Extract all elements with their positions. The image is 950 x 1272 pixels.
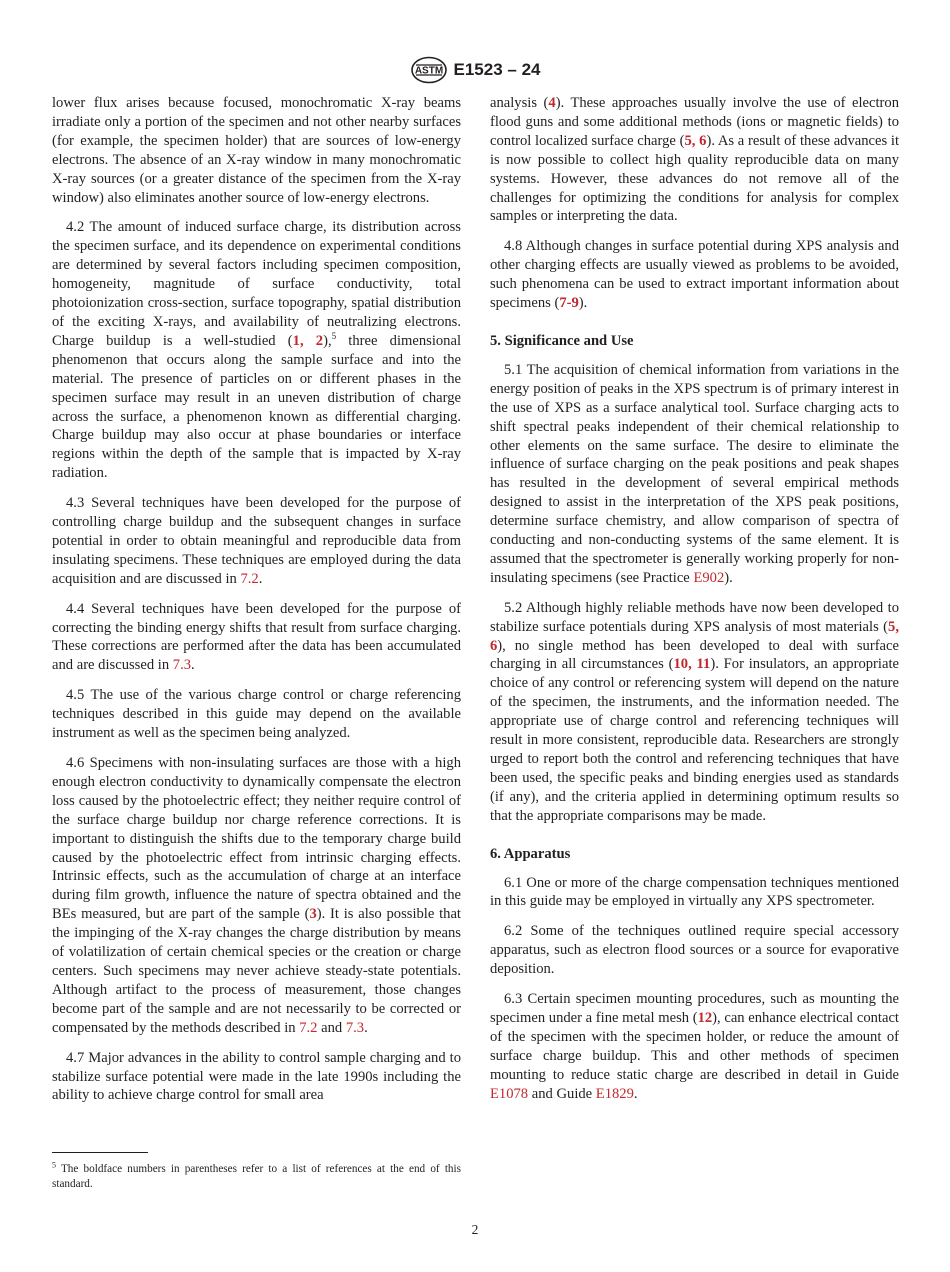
- document-designation: E1523 – 24: [453, 60, 541, 79]
- reference-link[interactable]: 5, 6: [684, 132, 707, 149]
- page-header: [0, 56, 950, 84]
- section-link[interactable]: 7.2: [240, 570, 259, 587]
- paragraph-4-5: 4.5 The use of the various charge control or charge referencing techniques described in this guide may depend on the available instrument as well as the specimen being analyzed.: [52, 687, 461, 742]
- footnote: [52, 1162, 461, 1192]
- paragraph-continuation: lower flux arises because focused, monochromatic X-ray beams irradiate only a portion of the specimen and not other nearby surfaces (for example, the specimen holder) that are sources of low-energy electrons. The absence of an X-ray window in many monochromatic X-ray sources (or a greater distance of the specimen from the X-ray window) also eliminates another source of low-energy electrons.: [52, 95, 461, 206]
- reference-link[interactable]: 4: [548, 95, 556, 111]
- footnote-marker[interactable]: 5: [331, 331, 337, 342]
- standard-link[interactable]: E1829: [595, 1085, 634, 1102]
- paragraph-6-2: 6.2 Some of the techniques outlined require special accessory apparatus, such as electron flood sources or a source for evaporative deposition.: [490, 923, 899, 978]
- page-number: 2: [471, 1222, 479, 1237]
- astm-logo-text: ASTM: [414, 65, 443, 77]
- paragraph-4-3: 4.3 Several techniques have been developed for the purpose of controlling charge buildup and the subsequent changes in surface potential in order to obtain meaningful and reproducible data from insulating specimens. These techniques are employed during the data acquisition and are discussed in 7.2.: [52, 495, 461, 587]
- standard-link[interactable]: E1078: [490, 1085, 529, 1102]
- reference-link[interactable]: 3: [309, 906, 317, 923]
- paragraph-5-1: 5.1 The acquisition of chemical information from variations in the energy position of peaks in the XPS spectrum is of primary interest in the use of XPS as a surface analytical tool. Surface charging acts to shift spectral peaks independent of their chemical relationship to other elements on the same surface. The desire to eliminate the influence of surface charging on the peak positions and peak shapes has resulted in the development of several empirical methods designed to assist in the interpretation of the XPS peak positions, determine surface chemistry, and allow comparison of spectra of conducting and non-conducting systems of the same element. It is assumed that the spectrometer is generally working properly for non-insulating specimens (see Practice E902).: [490, 361, 899, 586]
- section-link[interactable]: 7.3: [345, 1019, 365, 1036]
- paragraph-6-1: 6.1 One or more of the charge compensation techniques mentioned in this guide may be employed in virtually any XPS spectrometer.: [490, 874, 899, 910]
- left-column: [52, 94, 461, 1116]
- standard-link[interactable]: E902: [693, 569, 725, 586]
- section-link[interactable]: 7.3: [172, 657, 192, 674]
- paragraph-6-3: 6.3 Certain specimen mounting procedures, such as mounting the specimen under a fine metal mesh (12), can enhance electrical contact of the specimen with the specimen holder, or reduce the amount of surface charge buildup. This and other methods of specimen mounting to reduce static charge are described in detail in Guide E1078 and Guide E1829.: [490, 991, 899, 1102]
- paragraph-4-7: 4.7 Major advances in the ability to control sample charging and to stabilize surface potential were made in the late 1990s including the ability to achieve charge control for small area: [52, 1049, 461, 1104]
- section-heading-apparatus: 6. Apparatus: [490, 845, 571, 862]
- footnote-divider: [52, 1152, 148, 1153]
- reference-link[interactable]: 12: [697, 1009, 713, 1026]
- paragraph-4-4: 4.4 Several techniques have been developed for the purpose of correcting the binding energy shifts that result from surface charging. These corrections are performed after the data has been accumulated and are discussed in 7.3.: [52, 600, 461, 674]
- section-heading-significance: 5. Significance and Use: [490, 332, 634, 349]
- reference-link[interactable]: 7-9: [559, 295, 579, 312]
- section-link[interactable]: 7.2: [299, 1019, 318, 1036]
- reference-link[interactable]: 5, 6: [490, 618, 899, 654]
- reference-link[interactable]: 10, 11: [673, 656, 711, 673]
- paragraph-continuation: analysis (4). These approaches usually involve the use of electron flood guns and some additional methods (ions or magnetic fields) to control localized surface charge (5, 6). As a result of these advances it is now possible to collect high quality reproducible data on many systems. However, these advances do not remove all of the challenges for optimizing the conditions for analysis for complex samples or interpreting the data.: [490, 95, 900, 225]
- right-column: [490, 94, 899, 1115]
- paragraph-5-2: 5.2 Although highly reliable methods have now been developed to stabilize surface potentials during XPS analysis of most materials (5, 6), no single method has been developed to deal with surface charging in all circumstances (10, 11). For insulators, an appropriate choice of any control or referencing system will depend on the nature of the specimen, the instruments, and the information needed. The appropriate use of charge control and referencing techniques will result in more consistent, reproducible data. Researchers are strongly urged to report both the control and referencing techniques that have been used, the specific peaks and binding energies used as standards (if any), and the criteria applied in determining optimum results so that the appropriate comparisons may be made.: [490, 599, 899, 824]
- footnote-text: The boldface numbers in parentheses refer to a list of references at the end of this standard.: [52, 1163, 461, 1190]
- paragraph-4-8: 4.8 Although changes in surface potential during XPS analysis and other charging effects are usually viewed as problems to be avoided, such phenomena can be used to extract important information about specimens (7-9).: [490, 238, 899, 312]
- astm-logo-icon: [410, 56, 448, 84]
- reference-link[interactable]: 1, 2: [292, 332, 324, 349]
- paragraph-4-6: 4.6 Specimens with non-insulating surfaces are those with a high enough electron conductivity to dynamically compensate the electron loss caused by the photoelectric effect; they neither require control of the surface charge buildup nor charge reference corrections. It is important to distinguish the shifts due to the temporary charge build caused by the photoelectric effect from intrinsic charging effects. Intrinsic effects, such as the accumulation of charge at an interface during film growth, influence the nature of spectra obtained and the BEs measured, but are part of the sample (3). It is also possible that the impinging of the X-ray changes the charge distribution by means of volatilization of certain chemical species or the creation or charge centers. Such specimens may never achieve steady-state potentials. Although artifact to the process of measurement, those changes become part of the sample and are not necessarily to be corrected or compensated by the methods described in 7.2 and 7.3.: [52, 755, 461, 1036]
- footnote-mark: 5: [52, 1160, 56, 1170]
- paragraph-4-2: 4.2 The amount of induced surface charge, its distribution across the specimen surface, and its dependence on experimental conditions are determined by several factors including specimen composition, homogeneity, magnitude of surface conductivity, total photoionization cross-section, surface topography, spatial distribution of the exciting X-rays, and availability of neutralizing electrons. Charge buildup is a well-studied (1, 2),$^5$ three dimensional phenomenon that occurs along the sample surface and into the material. The presence of particles on or different phases in the specimen surface may result in an uneven distribution of charge across the surface, a phenomenon known as differential charging. Charge buildup may also occur at phase boundaries or interface regions within the depth of the sample that is impacted by X-ray radiation.: [52, 219, 461, 482]
